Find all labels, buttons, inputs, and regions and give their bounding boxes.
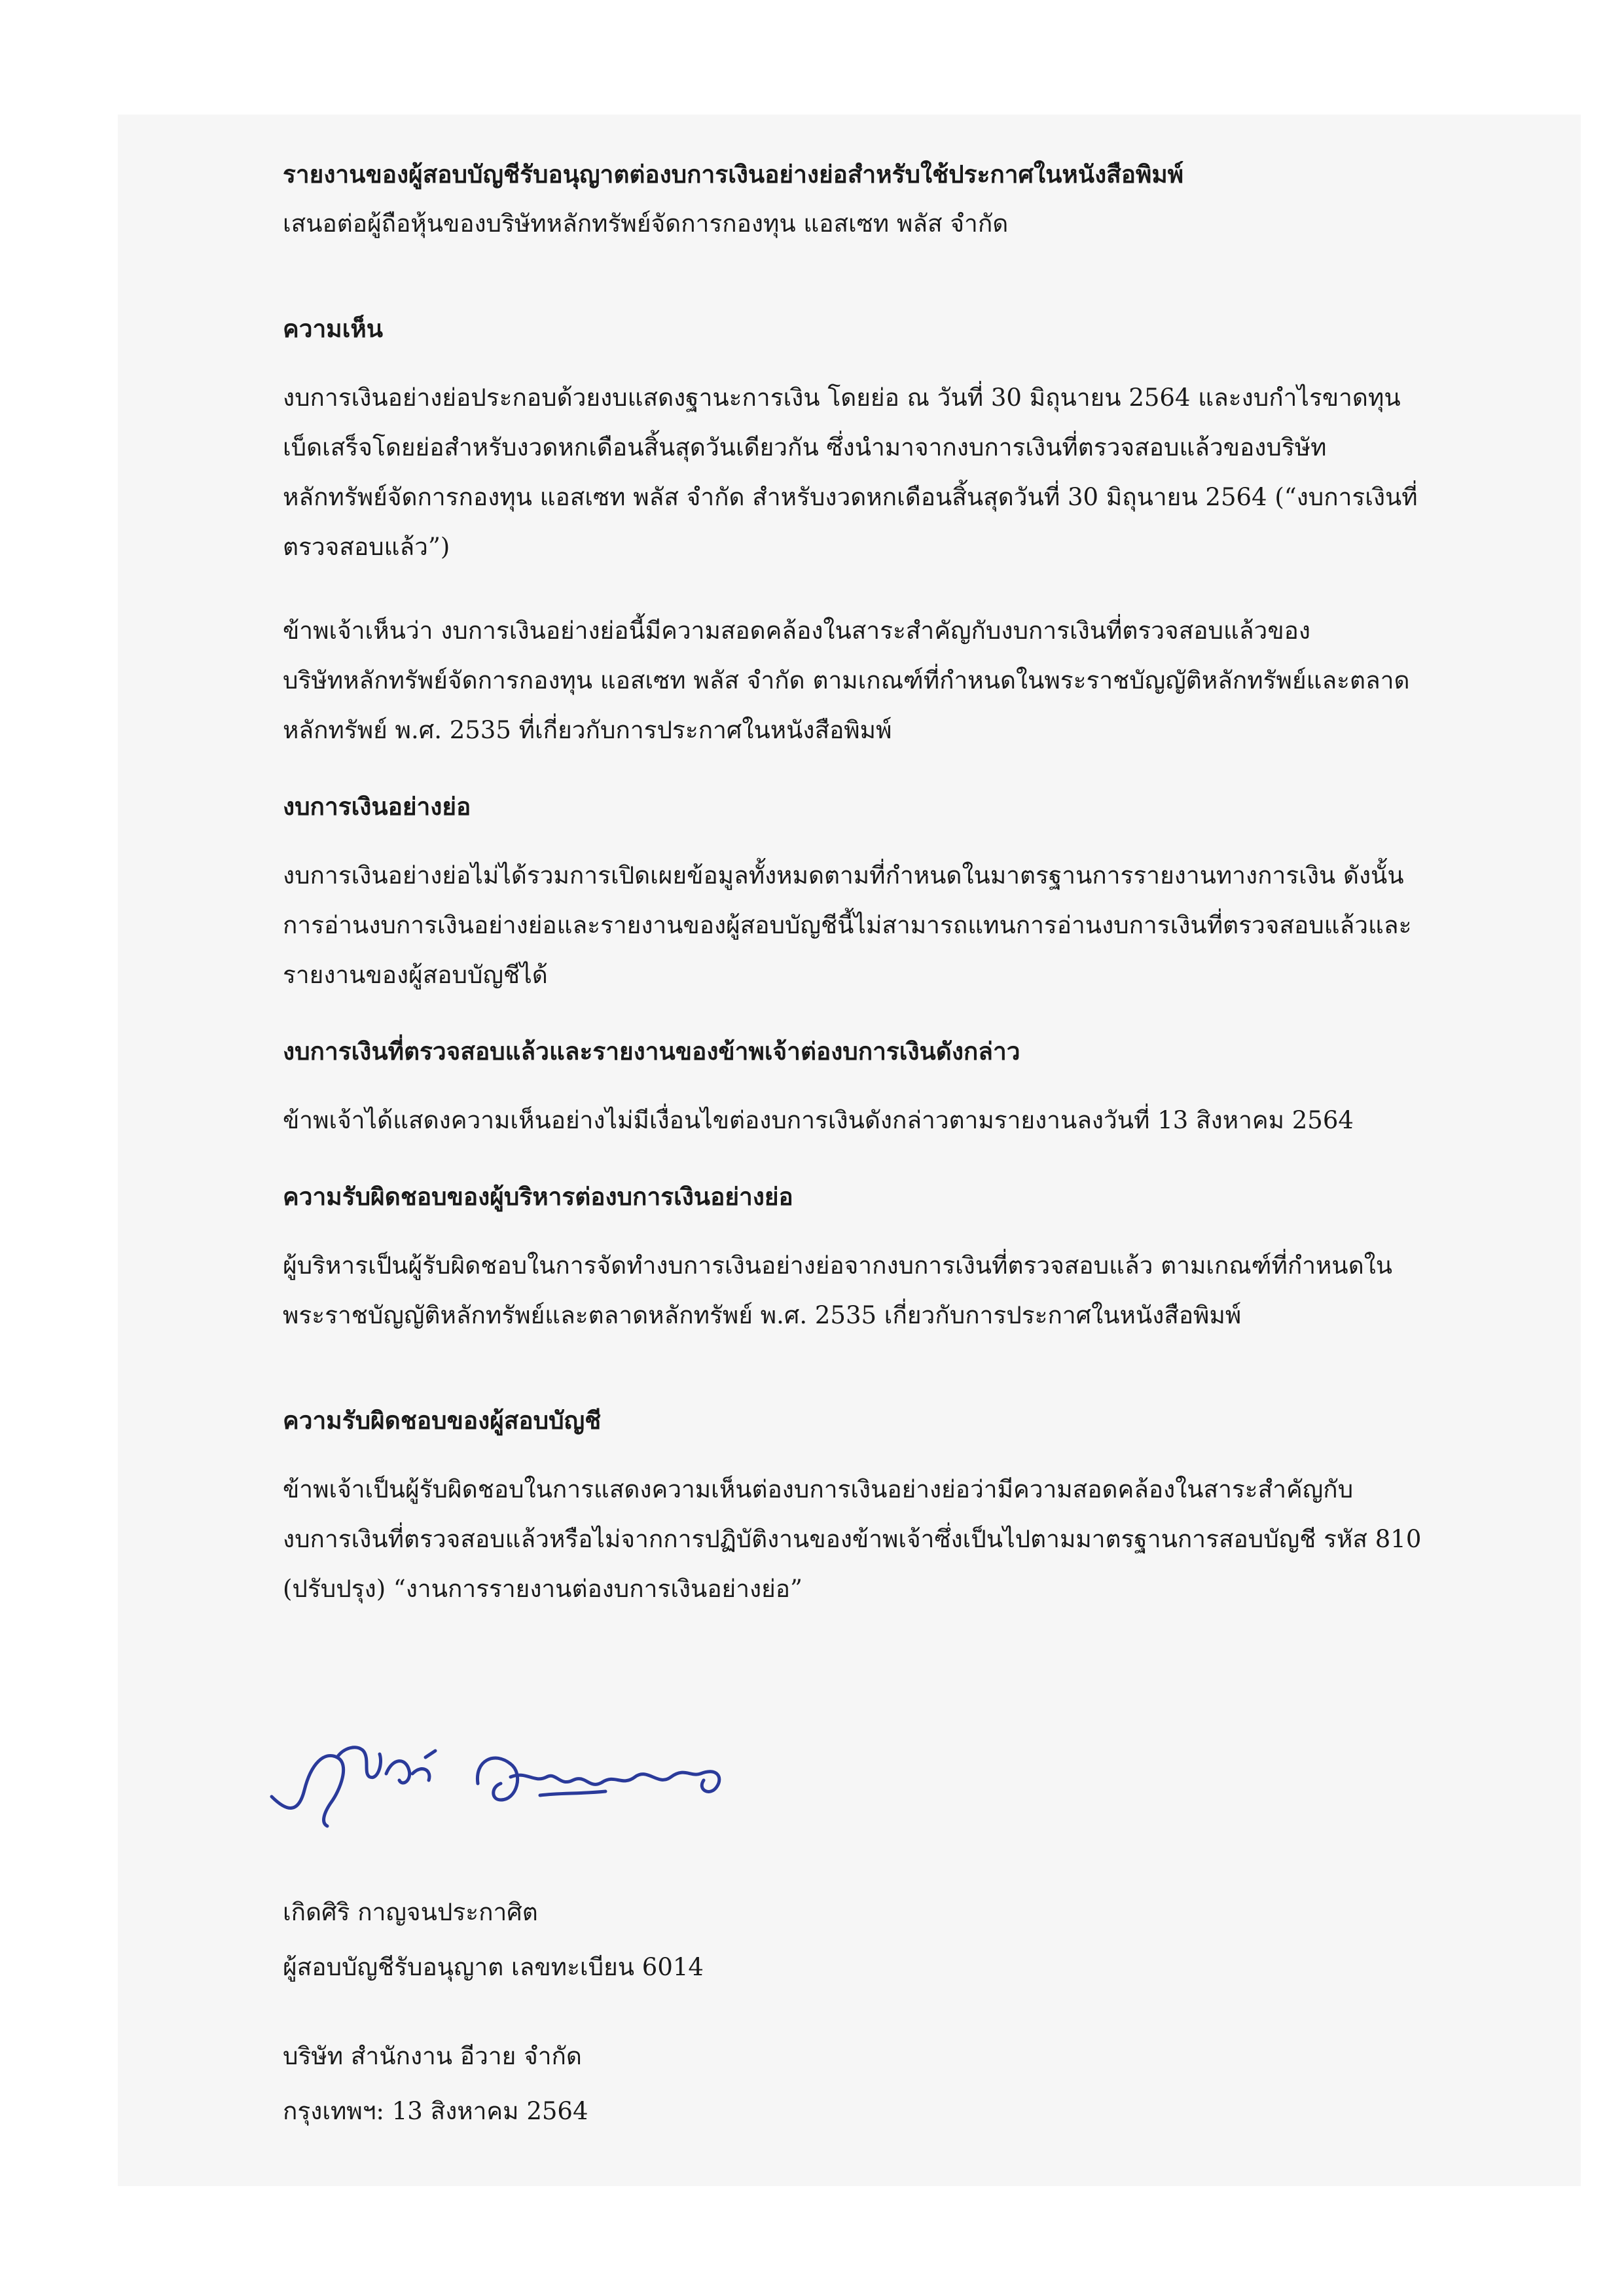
signer-block [283, 1885, 1068, 2139]
audited-statements-section [283, 1026, 1513, 1145]
opinion-paragraph-1-line: เบ็ดเสร็จโดยย่อสำหรับงวดหกเดือนสิ้นสุดวันเดียวกัน ซึ่งนำมาจากงบการเงินที่ตรวจสอบแล้วของบริษัท [283, 433, 1327, 461]
signer-name: เกิดศิริ กาญจนประกาศิต [283, 1898, 538, 1926]
management-responsibility-section [283, 1172, 1513, 1340]
auditor-responsibility-line: (ปรับปรุง) “งานการรายงานต่องบการเงินอย่างย่อ” [283, 1575, 803, 1603]
summary-statements-heading: งบการเงินอย่างย่อ [283, 792, 471, 821]
opinion-heading: ความเห็น [283, 314, 384, 343]
signer-firm: บริษัท สำนักงาน อีวาย จำกัด [283, 2042, 582, 2070]
auditor-responsibility-line: งบการเงินที่ตรวจสอบแล้วหรือไม่จากการปฏิบัติงานของข้าพเจ้าซึ่งเป็นไปตามมาตรฐานการสอบบัญชี รหัส 810 [283, 1525, 1422, 1553]
opinion-paragraph-2-line: ข้าพเจ้าเห็นว่า งบการเงินอย่างย่อนี้มีความสอดคล้องในสาระสำคัญกับงบการเงินที่ตรวจสอบแล้วของ [283, 617, 1310, 645]
auditor-responsibility-line: ข้าพเจ้าเป็นผู้รับผิดชอบในการแสดงความเห็นต่องบการเงินอย่างย่อว่ามีความสอดคล้องในสาระสำคัญกับ [283, 1475, 1354, 1503]
management-responsibility-line: พระราชบัญญัติหลักทรัพย์และตลาดหลักทรัพย์ พ.ศ. 2535 เกี่ยวกับการประกาศในหนังสือพิมพ์ [283, 1301, 1242, 1329]
audited-statements-heading: งบการเงินที่ตรวจสอบแล้วและรายงานของข้าพเจ้าต่องบการเงินดังกล่าว [283, 1037, 1020, 1066]
opinion-paragraph-2-line: บริษัทหลักทรัพย์จัดการกองทุน แอสเซท พลัส จำกัด ตามเกณฑ์ที่กำหนดในพระราชบัญญัติหลักทรัพย์และตลาด [283, 666, 1410, 694]
auditor-responsibility-section [283, 1395, 1513, 1614]
audited-statements-line: ข้าพเจ้าได้แสดงความเห็นอย่างไม่มีเงื่อนไขต่องบการเงินดังกล่าวตามรายงานลงวันที่ 13 สิงหาคม 2564 [283, 1106, 1354, 1134]
management-responsibility-heading: ความรับผิดชอบของผู้บริหารต่องบการเงินอย่างย่อ [283, 1182, 793, 1211]
management-responsibility-line: ผู้บริหารเป็นผู้รับผิดชอบในการจัดทำงบการเงินอย่างย่อจากงบการเงินที่ตรวจสอบแล้ว ตามเกณฑ์ที่กำหนดใน [283, 1251, 1393, 1280]
opinion-section [283, 304, 1513, 755]
signer-place-date: กรุงเทพฯ: 13 สิงหาคม 2564 [283, 2097, 588, 2125]
summary-statements-line: การอ่านงบการเงินอย่างย่อและรายงานของผู้สอบบัญชีนี้ไม่สามารถแทนการอ่านงบการเงินที่ตรวจสอบแล้วและ [283, 911, 1412, 939]
summary-statements-line: รายงานของผู้สอบบัญชีได้ [283, 961, 548, 989]
opinion-paragraph-2-line: หลักทรัพย์ พ.ศ. 2535 ที่เกี่ยวกับการประกาศในหนังสือพิมพ์ [283, 716, 892, 744]
opinion-paragraph-1-line: ตรวจสอบแล้ว”) [283, 533, 450, 561]
signer-license: ผู้สอบบัญชีรับอนุญาต เลขทะเบียน 6014 [283, 1953, 704, 1981]
opinion-paragraph-1-line: หลักทรัพย์จัดการกองทุน แอสเซท พลัส จำกัด สำหรับงวดหกเดือนสิ้นสุดวันที่ 30 มิถุนายน 2564 (“งบการเงินที่ [283, 483, 1418, 511]
summary-statements-section [283, 781, 1513, 1000]
report-addressee: เสนอต่อผู้ถือหุ้นของบริษัทหลักทรัพย์จัดการกองทุน แอสเซท พลัส จำกัด [283, 209, 1009, 238]
handwritten-signature [265, 1712, 736, 1842]
auditor-report [283, 149, 1513, 1614]
report-title: รายงานของผู้สอบบัญชีรับอนุญาตต่องบการเงินอย่างย่อสำหรับใช้ประกาศในหนังสือพิมพ์ [283, 160, 1184, 188]
opinion-paragraph-1-line: งบการเงินอย่างย่อประกอบด้วยงบแสดงฐานะการเงิน โดยย่อ ณ วันที่ 30 มิถุนายน 2564 และงบกำไรขาดทุน [283, 384, 1401, 412]
auditor-responsibility-heading: ความรับผิดชอบของผู้สอบบัญชี [283, 1406, 602, 1435]
summary-statements-line: งบการเงินอย่างย่อไม่ได้รวมการเปิดเผยข้อมูลทั้งหมดตามที่กำหนดในมาตรฐานการรายงานทางการเงิน ดังนั้น [283, 861, 1404, 889]
